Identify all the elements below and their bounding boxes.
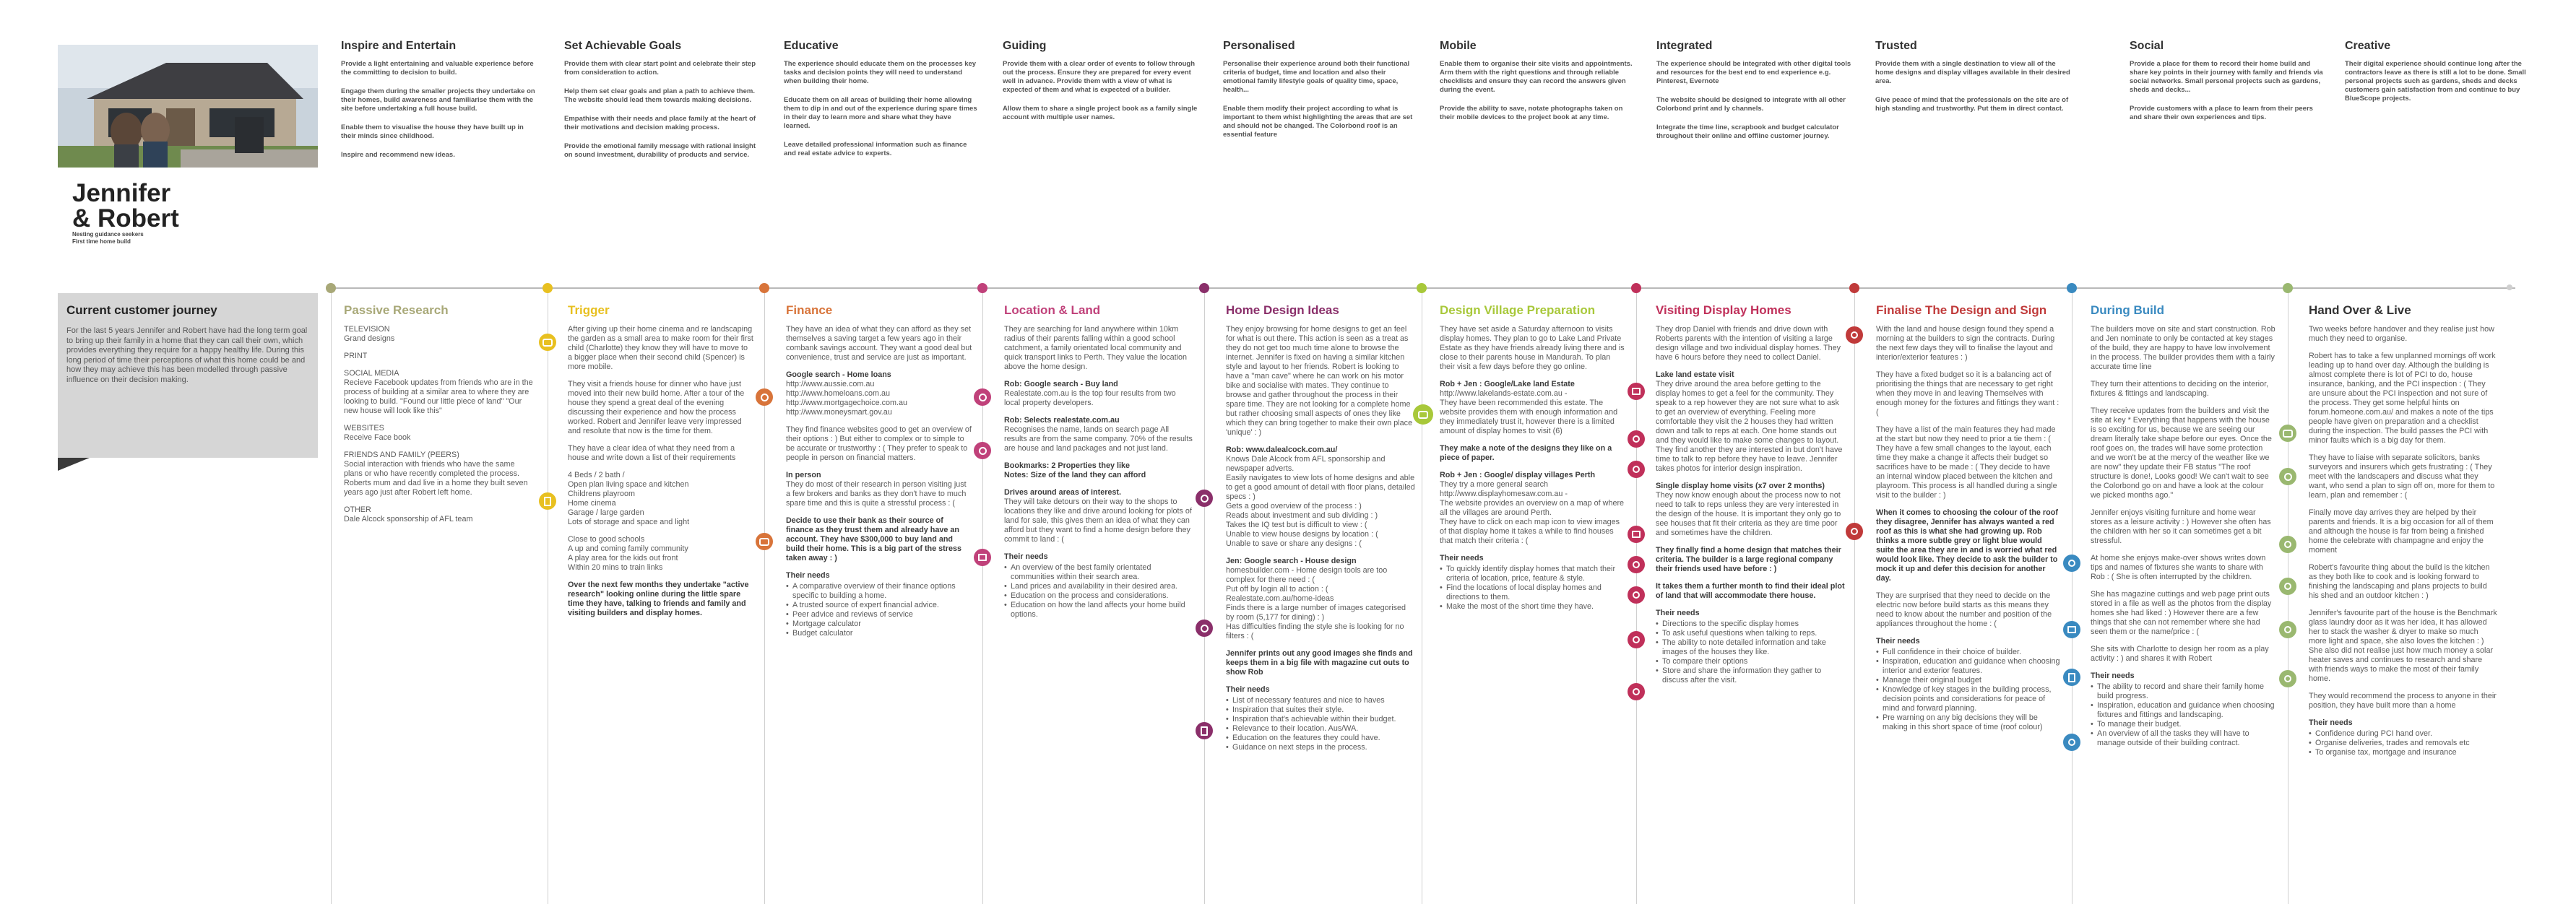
needs-item: • Inspiration that suites their style.: [1226, 705, 1415, 715]
stage-bold-text: In person: [786, 471, 821, 479]
stage-title: Finalise The Design and Sign: [1876, 303, 2047, 317]
stage-text: Realestate.com.au is the top four results from two local property developers.: [1004, 389, 1176, 407]
laptop-icon: [1196, 620, 1213, 637]
stage-text: http://www.lakelands-estate.com.au - They have been recommended this estate. The website provides them with enough information and they immediately trust it, however there is a limited amount of display homes to visit (6): [1440, 389, 1618, 435]
stage-home-design: [1226, 303, 1415, 760]
stage-text: SOCIAL MEDIA Recieve Facebook updates from friends who are in the process of building at a similar area to where they are looking to build. "Found our little piece of land" "Our new house will look like this": [344, 369, 533, 415]
needs-title: Their needs: [2091, 672, 2135, 680]
principle-inspire: [341, 40, 536, 170]
stage-text: They will take detours on their way to the shops to locations they like and drive around looking for plots of land for sale, this gives them an idea of what they can afford but they want to find a home design before they commit to land : (: [1004, 497, 1192, 544]
needs-item: • Organise deliveries, trades and removals etc: [2309, 739, 2498, 748]
needs-item: • List of necessary features and nice to haves: [1226, 696, 1415, 705]
stage-bold-text: It takes them a further month to find their ideal plot of land that will accommodate there house.: [1656, 582, 1845, 600]
stage-bold-text: Google search - Home loans: [786, 370, 891, 379]
customer-journey: [0, 274, 2576, 904]
stage-bold-text: When it comes to choosing the colour of the roof they disagree, Jennifer has always wanted a red roof as this is what she had growing up. Rob thinks a more subtle grey or light blue would suite the area they are in and is worried what red would look like. They decide to ask the builder to mock it up and defer this decision for another day.: [1876, 508, 2058, 583]
house-photo-illustration: [58, 45, 318, 168]
needs-item: • The ability to note detailed information and take images of the houses they like.: [1656, 638, 1845, 657]
stage-text: They are surprised that they need to decide on the electric now before build starts as this means they need to know about the number and position of the appliances throughout the home : (: [1876, 591, 2052, 628]
needs-item: • Inspiration, education and guidance when choosing interior and exterior features.: [1876, 657, 2061, 676]
needs-item: • Mortgage calculator: [786, 620, 972, 629]
principle-text: Provide them with a single destination to view all of the home designs and display villages available in their desired area.: [1875, 60, 2070, 85]
stage-text: WEBSITES Receive Face book: [344, 424, 411, 442]
stage-location-land: [1004, 303, 1193, 627]
needs-item: • To quickly identify display homes that match their criteria of location, price, feature & style.: [1440, 565, 1628, 583]
stage-bold-text: Jennifer prints out any good images she finds and keeps them in a big file with magazine cut outs to show Rob: [1226, 649, 1413, 677]
principle-text: Empathise with their needs and place family at the heart of their motivations and decision making process.: [564, 115, 756, 131]
laptop-icon: [1196, 490, 1213, 507]
stage-text: She sits with Charlotte to design her room as a play activity : ) and shares it with Robert: [2091, 645, 2269, 663]
principle-title: Mobile: [1440, 40, 1477, 52]
principle-mobile: [1440, 40, 1635, 132]
stage-bold-text: Rob + Jen : Google/Lake land Estate: [1440, 380, 1575, 388]
needs-item: • Education on how the land affects your home build options.: [1004, 601, 1193, 620]
stage-text: The builders move on site and start construction. Rob and Jen nominate to only be contacted at key stages of the build, they are happy to have low involvement in the process. The builder provides them with a fairly accurate time line: [2091, 325, 2275, 371]
principle-text: Provide the ability to save, notate photographs taken on their mobile devices to the project book at any time.: [1440, 105, 1623, 121]
needs-item: • Pre warning on any big decisions they will be making in this short space of time (roof colour): [1876, 713, 2061, 732]
stage-text: Robert's favourite thing about the build is the kitchen as they both like to cook and is looking forward to finishing the landscaping and plans projects to build his shed and an outdoor kitchen : ): [2309, 563, 2490, 600]
principle-social: [2130, 40, 2325, 132]
principle-text: Provide the emotional family message with rational insight on sound investment, durability of products and service.: [564, 142, 756, 159]
stage-text: http://www.aussie.com.au http://www.homeloans.com.au http://www.mortgagechoice.com.au http://www.moneysmart.gov.au: [786, 380, 908, 417]
stage-bold-text: They make a note of the designs they like on a piece of paper.: [1440, 444, 1612, 462]
needs-item: • Guidance on next steps in the process.: [1226, 743, 1415, 752]
stage-text: They would recommend the process to anyone in their position, they have built more than a home: [2309, 692, 2497, 710]
document-icon: [2063, 669, 2080, 686]
principle-text: Integrate the time line, scrapbook and budget calculator throughout their online and offline customer journey.: [1656, 123, 1839, 140]
stage-text: They are searching for land anywhere within 10km radius of their parents falling within a good school catchment, a family orientated local community and quick transport links to Perth. They value the location above the home design.: [1004, 325, 1188, 371]
stage-visiting: [1656, 303, 1845, 692]
persona-card: [58, 45, 318, 254]
principle-title: Set Achievable Goals: [564, 40, 682, 52]
needs-list: [2309, 729, 2498, 757]
stage-title: Design Village Preparation: [1440, 303, 1596, 317]
stage-text: OTHER Dale Alcock sponsorship of AFL team: [344, 505, 473, 523]
principle-creative: [2345, 40, 2540, 113]
principle-title: Educative: [784, 40, 839, 52]
principle-text: Their digital experience should continue long after the contractors leave as there is still a lot to be done. Small personal projects such as gardens, sheds and decks customers gain satisfaction from and continue to buy BlueScope projects.: [2345, 60, 2526, 103]
stage-divider: [2072, 293, 2073, 904]
stage-text: They find finance websites good to get an overview of their options : ) But either to complex or to simple to be accurate or trustworthy : ( They prefer to speak to people in person on financial matters.: [786, 425, 972, 462]
location-pin-icon: [2063, 555, 2080, 572]
stage-bold-text: Rob: Google search - Buy land: [1004, 380, 1118, 388]
stage-text: They have a list of the main features they had made at the start but now they need to prior a tie them : ( They have a few small changes to the layout, each time they make a change it affects their budget so sacrifices have to be made : ( They decide to have an internal window placed between the kitchen and playroom. This process is all handled during a single visit to the builder : ): [1876, 425, 2057, 500]
timeline-dot-finalise: [1849, 283, 1859, 293]
persona-photo: [58, 45, 318, 168]
needs-list: [2091, 682, 2275, 748]
needs-item: • Relevance to their location. Aus/WA.: [1226, 724, 1415, 734]
tv-icon: [2063, 621, 2080, 638]
timeline-dot-home: [1199, 283, 1209, 293]
stage-bold-text: Over the next few months they undertake "active research" looking online during the little spare time they have, talking to friends and family and visiting builders and display homes.: [568, 581, 749, 617]
stage-text: They have a clear idea of what they need from a house and write down a list of their requirements: [568, 444, 736, 462]
face-icon: [2279, 670, 2296, 687]
stage-title: Trigger: [568, 303, 610, 317]
principle-text: Provide a light entertaining and valuable experience before the committing to decision to build.: [341, 60, 534, 77]
stage-text: They have an idea of what they can afford as they set themselves a saving target a few years ago in their combank savings account. They want a good deal but convenience, trust and service are just as important.: [786, 325, 972, 362]
principles-section: [0, 0, 2576, 245]
needs-item: • Land prices and availability in their desired area.: [1004, 582, 1193, 591]
stage-text: Recognises the name, lands on search page All results are from the same company. 70% of the results are house and land packages and not just land.: [1004, 425, 1193, 453]
chat-icon: [756, 533, 773, 550]
stage-text: At home she enjoys make-over shows writes down tips and names of fixtures she wants to share with Rob : ( She is often interrupted by the children.: [2091, 554, 2266, 581]
needs-item: • Store and share the information they gather to discuss after the visit.: [1656, 666, 1845, 685]
principle-title: Creative: [2345, 40, 2391, 52]
principle-guiding: [1003, 40, 1198, 132]
stage-text: Two weeks before handover and they realise just how much they need to organise.: [2309, 325, 2494, 343]
needs-item: • Find the locations of local display homes and directions to them.: [1440, 583, 1628, 602]
stage-text: Close to good schools A up and coming family community A play area for the kids out front Within 20 mins to train links: [568, 535, 688, 572]
stage-title: Hand Over & Live: [2309, 303, 2411, 317]
stage-handover: [2309, 303, 2498, 765]
principle-text: Provide them with a clear order of events to follow through out the process. Ensure they are prepared for every event well in advance. Provide them with a view of what is expected of them and what is expected of a builder.: [1003, 60, 1196, 94]
needs-item: • Manage their original budget: [1876, 676, 2061, 685]
needs-title: Their needs: [2309, 718, 2353, 727]
persona-name: [72, 181, 179, 231]
stage-text: TELEVISION Grand designs: [344, 325, 395, 343]
laptop-icon: [974, 442, 991, 459]
needs-item: • A trusted source of expert financial advice.: [786, 601, 972, 610]
stage-text: They enjoy browsing for home designs to get an feel for what is out there. This action is seen as a treat as they do not get too much time alone to browse the internet. Jennifer is fixed on having a similar kitchen style and layout to her friends. Robert is looking to have a "man cave" where he can work on his motor bike and socialise with mates. They continue to browse and gather throughout the process in their spare time. They are not looking for a complete home but rather choosing small aspects of ones they like which they can bring together to make their own place 'unique' : ): [1226, 325, 1413, 437]
principle-text: Leave detailed professional information such as finance and real estate advice to experts.: [784, 141, 967, 157]
printer-icon: [1196, 722, 1213, 739]
stage-text: homesbuilder.com - Home design tools are too complex for there need : ( Put off by login all to action : ( Realestate.com.au/home-ideas Finds there is a large number of images categorised by room (5,177 for dining) : ) Has difficulties finding the style she is looking for no filters : (: [1226, 566, 1406, 640]
principle-text: Enable them to visualise the house they have built up in their minds since childhood.: [341, 123, 524, 140]
face-icon: [2063, 734, 2080, 751]
stage-during-build: [2091, 303, 2275, 755]
timeline-dot-handover: [2283, 283, 2293, 293]
stage-text: Knows Dale Alcock from AFL sponsorship and newspaper adverts. Easily navigates to view lots of home designs and able to get a good amount of detail with floor plans, detailed specs : ) Gets a good overview of the process : ) Reads about investment and sub dividing : ) Takes the IQ test but is difficult to view : ( Unable to view house designs by location : ( Unable to save or share any designs : (: [1226, 455, 1415, 548]
timeline-dot-visiting: [1631, 283, 1641, 293]
persona-name-line2: & Robert: [72, 204, 179, 232]
laptop-icon: [756, 388, 773, 406]
car-icon: [974, 549, 991, 566]
stage-finance: [786, 303, 972, 646]
face-icon: [1628, 461, 1645, 478]
stage-text: 4 Beds / 2 bath / Open plan living space and kitchen Childrens playroom Home cinema Garage / large garden Lots of storage and space and light: [568, 471, 690, 526]
stage-divider: [982, 293, 983, 904]
needs-item: • Budget calculator: [786, 629, 972, 638]
persona-name-line1: Jennifer: [72, 179, 171, 207]
principle-integrated: [1656, 40, 1851, 151]
stage-divider: [764, 293, 765, 904]
current-journey-box: [58, 293, 318, 458]
principle-text: Allow them to share a single project book as a family single account with multiple user names.: [1003, 105, 1198, 121]
calendar-icon: [1413, 404, 1433, 425]
needs-title: Their needs: [1440, 554, 1484, 562]
principle-text: Inspire and recommend new ideas.: [341, 151, 455, 159]
stage-passive-research: [344, 303, 533, 532]
principle-title: Guiding: [1003, 40, 1047, 52]
stage-text: They try a more general search http://www.displayhomesaw.com.au - The website provides an overview on a map of where all the villages are around Perth. They have to click on each map icon to view images of that display home it takes a while to find houses that match their criteria : (: [1440, 480, 1625, 545]
needs-list: [1656, 620, 1845, 685]
stage-bold-text: Rob: Selects realestate.com.au: [1004, 416, 1120, 425]
needs-list: [1440, 565, 1628, 612]
needs-item: • An overview of the best family orientated communities within their search area.: [1004, 563, 1193, 582]
principle-text: The experience should be integrated with other digital tools and resources for the best end to end experience e.g. Pinterest, Evernote: [1656, 60, 1851, 85]
principle-title: Personalised: [1223, 40, 1295, 52]
timeline-dot-passive: [326, 283, 336, 293]
needs-list: [1876, 648, 2061, 732]
stage-text: They receive updates from the builders and visit the site at key * Everything that happens with the house is so exciting for us, because we are seeing our dream literally take shape before our eyes. Once the roof goes on, the trades will have some protection and we won't be at the mercy of the weather like we are now" they update their FB status "The roof structure is done!, Looks good! We can't wait to see the Colorbond go on and have a look at the colour we picked months ago.": [2091, 407, 2272, 500]
current-journey-tail: [58, 458, 90, 471]
face-icon: [1628, 631, 1645, 648]
principle-text: Provide them with clear start point and celebrate their step from consideration to action.: [564, 60, 756, 77]
principle-text: The experience should educate them on the processes key tasks and decision points they will need to understand when building their home.: [784, 60, 977, 85]
stage-text: They have a fixed budget so it is a balancing act of prioritising the things that are necessary to get right when they move in and leaving Themselves with enough money for the fixtures and fittings they want : (: [1876, 370, 2059, 417]
stage-trigger: [568, 303, 754, 626]
stage-text: FRIENDS AND FAMILY (PEERS) Social interaction with friends who have the same plans or who have recently completed the process. Roberts mum and dad live in a home they built seven years ago just after Robert left home.: [344, 451, 528, 497]
stage-text: After giving up their home cinema and re landscaping the garden as a small area to make room for their first child (Charlotte) they know they will have to move to a bigger place when their second child (Spencer) is more mobile.: [568, 325, 753, 371]
stage-text: They turn their attentions to deciding on the interior, fixtures & fittings and landscaping.: [2091, 380, 2269, 398]
needs-item: • To ask useful questions when talking to reps.: [1656, 629, 1845, 638]
principle-text: Provide customers with a place to learn from their peers and share their own experiences and tips.: [2130, 105, 2313, 121]
face-icon: [1846, 523, 1863, 540]
principle-personalised: [1223, 40, 1418, 149]
needs-item: • Education on the process and considerations.: [1004, 591, 1193, 601]
needs-list: [1004, 563, 1193, 620]
principle-text: Give peace of mind that the professionals on the site are of high standing and trustworthy. Put them in direct contact.: [1875, 96, 2069, 113]
needs-item: • To manage their budget.: [2091, 720, 2275, 729]
needs-item: • To compare their options: [1656, 657, 1845, 666]
stage-bold-text: Bookmarks: 2 Properties they like Notes: Size of the land they can afford: [1004, 461, 1146, 479]
needs-title: Their needs: [1656, 609, 1700, 617]
needs-item: • An overview of all the tasks they will have to manage outside of their building contract.: [2091, 729, 2275, 748]
needs-list: [786, 582, 972, 638]
stage-text: Jennifer's favourite part of the house is the Benchmark glass laundry door as it was her idea, it has allowed her to stack the washer & dryer to make so much more light and space, she also loves the kitchen : ) She also did not realise just how much money a solar heater saves and continues to research and share with friends ways to make the most of their family home.: [2309, 609, 2497, 683]
needs-item: • Inspiration that's achievable within their budget.: [1226, 715, 1415, 724]
needs-item: • To organise tax, mortgage and insurance: [2309, 748, 2498, 757]
needs-title: Their needs: [1004, 552, 1048, 561]
stage-bold-text: Lake land estate visit: [1656, 370, 1734, 379]
needs-item: • Knowledge of key stages in the building process, decision points and considerations for peace of mind and forward planning.: [1876, 685, 2061, 713]
stage-title: Home Design Ideas: [1226, 303, 1339, 317]
house-icon: [1628, 526, 1645, 543]
stage-title: Passive Research: [344, 303, 449, 317]
face-icon: [1628, 683, 1645, 700]
principle-educative: [784, 40, 979, 168]
needs-item: • A comparative overview of their finance options specific to building a home.: [786, 582, 972, 601]
stage-text: They drop Daniel with friends and drive down with Roberts parents with the intention of visiting a large design village and two individual display homes. They have 6 hours before they need to collect Daniel.: [1656, 325, 1841, 362]
stage-bold-text: Decide to use their bank as their source of finance as they trust them and already have an account. They have $300,000 to buy land and build their home. This is a big part of the stress taken away : ): [786, 516, 961, 562]
persona-subtitle-line2: First time home build: [72, 238, 131, 245]
laptop-icon: [974, 388, 991, 406]
document-icon: [539, 492, 556, 510]
needs-item: • The ability to record and share their family home build progress.: [2091, 682, 2275, 701]
needs-item: • Directions to the specific display homes: [1656, 620, 1845, 629]
stage-bold-text: Jen: Google search - House design: [1226, 557, 1357, 565]
stage-text: They visit a friends house for dinner who have just moved into their new build home. After a tour of the house they spend a great deal of the evening discussing their experience and how the process worked. Robert and Jennifer leave very impressed and resolute that now is the time for them.: [568, 380, 745, 435]
face-icon: [1628, 430, 1645, 448]
face-icon: [2279, 621, 2296, 638]
chat-icon: [539, 334, 556, 351]
timeline-dot-build: [2067, 283, 2077, 293]
principle-title: Social: [2130, 40, 2164, 52]
needs-list: [1226, 696, 1415, 752]
timeline-dot-trigger: [543, 283, 553, 293]
principle-text: The website should be designed to integrate with all other Colorbond print and ly channels.: [1656, 96, 1846, 113]
house-icon: [1628, 383, 1645, 400]
face-icon: [1846, 326, 1863, 344]
stage-text: They drive around the area before getting to the display homes to get a feel for the community. They speak to a rep however they are not sure what to ask to get an overview of everything. Feeling more comfortable they visit the 2 houses they had written down and talk to reps at each. One home stands out and they would like to make some changes to layout. They find another they are interested in but don't have time to talk to rep before they have to leave. Jennifer takes photos for interior design inspiration.: [1656, 380, 1843, 473]
needs-item: • Education on the features they could have.: [1226, 734, 1415, 743]
persona-subtitle: [72, 231, 144, 245]
principle-text: Help them set clear goals and plan a path to achieve them. The website should lead them towards making decisions.: [564, 87, 755, 104]
face-icon: [2279, 536, 2296, 553]
principle-text: Personalise their experience around both their functional criteria of budget, time and location and also their emotional family lifestyle goals of quality time, space, health...: [1223, 60, 1410, 94]
stage-text: They do most of their research in person visiting just a few brokers and banks as they don't have to much spare time and this is quite a stressful process : (: [786, 480, 967, 508]
stage-title: Visiting Display Homes: [1656, 303, 1791, 317]
stage-bold-text: They finally find a home design that matches their criteria. The builder is a large regional company their friends used have before : ): [1656, 546, 1841, 573]
timeline-dot-finance: [759, 283, 769, 293]
face-icon: [1628, 586, 1645, 604]
face-icon: [1628, 556, 1645, 573]
stage-text: With the land and house design found they spend a morning at the builders to sign the contracts. During the next few days they will to finalise the layout and interior/exterior features : ): [1876, 325, 2055, 362]
principle-text: Enable them modify their project according to what is important to them whist highlighting the areas that are set and should not be changed. The Colorbond roof is an essential feature: [1223, 105, 1413, 139]
stage-title: Location & Land: [1004, 303, 1101, 317]
stage-title: Finance: [786, 303, 833, 317]
timeline-dot-village: [1417, 283, 1427, 293]
stage-village-prep: [1440, 303, 1628, 619]
needs-item: • Make the most of the short time they have.: [1440, 602, 1628, 612]
principle-text: Engage them during the smaller projects they undertake on their homes, build awareness and familiarise them with the site before undertaking a full house build.: [341, 87, 535, 113]
stage-bold-text: Drives around areas of interest.: [1004, 488, 1122, 497]
needs-item: • Confidence during PCI hand over.: [2309, 729, 2498, 739]
timeline-end-dot: [2507, 284, 2512, 290]
stage-finalise: [1876, 303, 2061, 739]
needs-title: Their needs: [1226, 685, 1270, 694]
current-journey-title: Current customer journey: [66, 303, 217, 317]
stage-divider: [1204, 293, 1205, 904]
stage-text: Finally move day arrives they are helped by their parents and friends. It is a big occasion for all of them and although the house is far from being a finished home the celebrate with champagne and enjoy the moment: [2309, 508, 2494, 555]
principle-text: Enable them to organise their site visits and appointments. Arm them with the right questions and through reliable checklists and ensure they can record the answers given during the event.: [1440, 60, 1633, 94]
needs-item: • Peer advice and reviews of service: [786, 610, 972, 620]
needs-title: Their needs: [786, 571, 830, 580]
face-icon: [2279, 578, 2296, 595]
stage-text: They have set aside a Saturday afternoon to visits display homes. They plan to go to Lake Land Private Estate as they have friends already living there and is close to their parents house in Mandurah. To plan their visit a few days before they go online.: [1440, 325, 1625, 371]
principle-text: Provide a place for them to record their home build and share key points in their journey with family and friends via social networks. Small personal projects such as gardens, sheds and decks...: [2130, 60, 2323, 94]
stage-bold-text: Single display home visits (x7 over 2 months): [1656, 482, 1825, 490]
needs-item: • Inspiration, education and guidance when choosing fixtures and fittings and landscaping.: [2091, 701, 2275, 720]
stage-text: PRINT: [344, 352, 368, 360]
persona-subtitle-line1: Nesting guidance seekers: [72, 231, 144, 238]
needs-item: • Full confidence in their choice of builder.: [1876, 648, 2061, 657]
principle-text: Educate them on all areas of building their home allowing them to dip in and out of the experience during spare times in their day to learn more and share what they have learned.: [784, 96, 977, 130]
stage-text: She has magazine cuttings and web page print outs stored in a file as well as the photos from the display homes she had liked : ) However there are a few things that she can not remember where she had seen them or the name/price : (: [2091, 590, 2272, 636]
stage-divider: [331, 293, 332, 904]
principle-title: Inspire and Entertain: [341, 40, 457, 52]
principle-goals: [564, 40, 759, 170]
stage-text: They now know enough about the process now to not need to talk to reps unless they are very interested in the design of the house. It is important they only go to see houses that fit their criteria as they are time poor and sometimes have the children.: [1656, 491, 1841, 537]
stage-bold-text: Rob: www.dalealcock.com.au/: [1226, 446, 1338, 454]
timeline-dot-location: [977, 283, 987, 293]
stage-divider: [1854, 293, 1855, 904]
needs-title: Their needs: [1876, 637, 1920, 646]
stage-bold-text: Rob + Jen : Google/ display villages Perth: [1440, 471, 1596, 479]
principle-trusted: [1875, 40, 2070, 123]
chat-icon: [2279, 425, 2296, 442]
stage-text: Robert has to take a few unplanned mornings off work leading up to hand over day. Although the building is almost complete there is lot of PCI to do, house insurance, banking, and the PCI inspection : ( They are unsure about the PCI inspection and not sure of the process. They get some helpful hints on forum.homeone.com.au/ and makes a note of the tips people have given on preparation and a checklist during the inspection. The build passes the PCI with minor faults which is a big day for them.: [2309, 352, 2496, 445]
stage-title: During Build: [2091, 303, 2164, 317]
stage-text: Jennifer enjoys visiting furniture and home wear stores as a leisure activity : ) However she often has the children with her so it can sometimes get a bit stressful.: [2091, 508, 2271, 545]
laptop-icon: [2279, 468, 2296, 485]
current-journey-text: For the last 5 years Jennifer and Robert have had the long term goal to bring up their family in a home that they can call their own, which provides everything they require for a happy healthy life. During this long period of time their perceptions of what this home could be and how they may achieve this has been modelled through passive influence on their decision making.: [66, 326, 308, 384]
principle-title: Integrated: [1656, 40, 1713, 52]
stage-text: They have to liaise with separate solicitors, banks surveyors and insurers which gets frustrating : ( They meet with the landscapers and discuss what they want, who send a plan to sign off on, more for them to learn, plan and remember : (: [2309, 453, 2495, 500]
principle-title: Trusted: [1875, 40, 1917, 52]
